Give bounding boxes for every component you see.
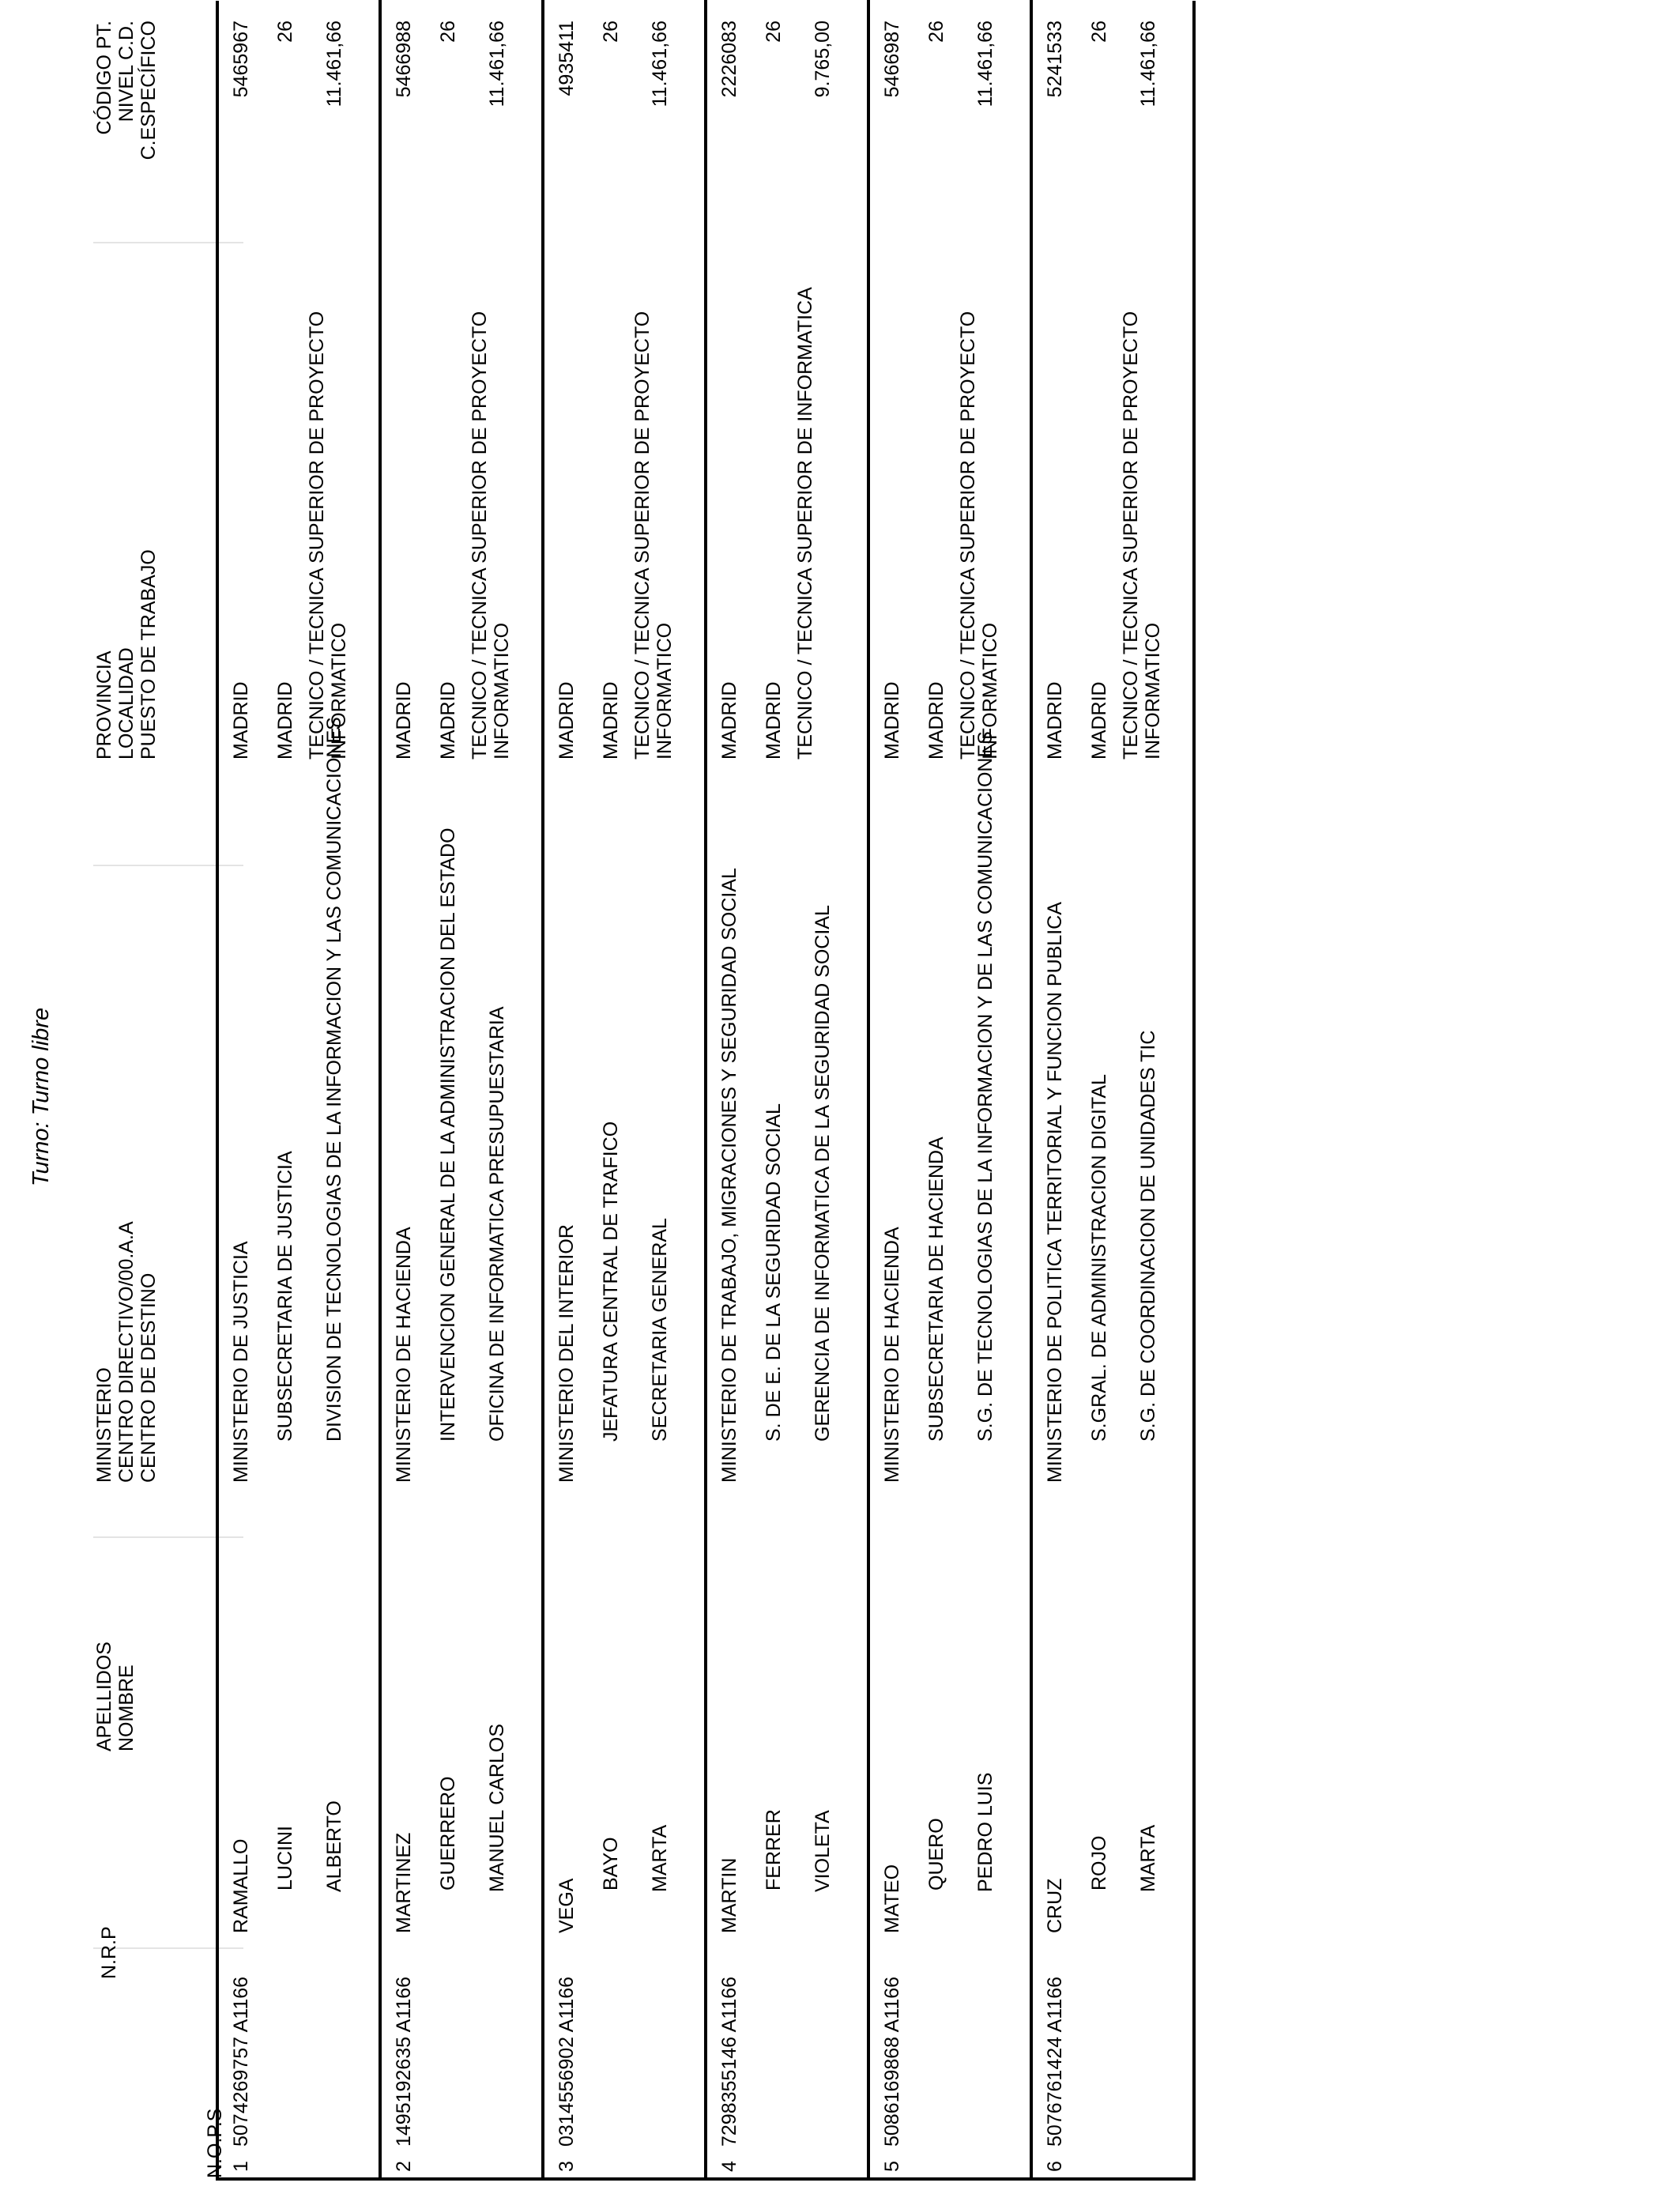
row-nrp: 5086169868 A1166: [881, 1976, 903, 2147]
row-provincia: MADRID: [230, 681, 252, 760]
row-apellido1: RAMALLO: [230, 1838, 252, 1933]
row-nivel: 26: [925, 21, 947, 43]
row-localidad: MADRID: [925, 681, 947, 760]
row-nrp: 5076761424 A1166: [1044, 1976, 1066, 2147]
row-centro-directivo: S. DE E. DE LA SEGURIDAD SOCIAL: [763, 1103, 785, 1442]
row-apellido1: MARTINEZ: [393, 1832, 415, 1933]
row-especifico: 9.765,00: [812, 21, 834, 98]
page-title: [28, 0, 55, 2194]
row-nombre: PEDRO LUIS: [974, 1772, 996, 1892]
row-centro-destino: SECRETARIA GENERAL: [649, 1218, 671, 1442]
row-apellido2: QUERO: [925, 1818, 947, 1891]
row-nrp: 0314556902 A1166: [556, 1976, 578, 2147]
row-apellido1: VEGA: [556, 1878, 578, 1933]
header-provincia-localidad-puesto: PROVINCIA LOCALIDAD PUESTO DE TRABAJO: [93, 549, 160, 760]
row-apellido2: LUCINI: [274, 1826, 296, 1891]
row-centro-directivo: SUBSECRETARIA DE JUSTICIA: [274, 1151, 296, 1442]
row-apellido2: ROJO: [1088, 1835, 1110, 1891]
row-nombre: ALBERTO: [323, 1800, 345, 1892]
row-especifico: 11.461,66: [1137, 21, 1159, 107]
row-apellido2: GUERRERO: [437, 1776, 459, 1891]
row-nops: 3: [556, 2161, 578, 2172]
row-localidad: MADRID: [1088, 681, 1110, 760]
row-localidad: MADRID: [437, 681, 459, 760]
row-centro-directivo: INTERVENCION GENERAL DE LA ADMINISTRACION DEL ESTADO: [437, 827, 459, 1442]
row-provincia: MADRID: [393, 681, 415, 760]
row-codigo: 5466987: [881, 21, 903, 98]
row-nombre: MANUEL CARLOS: [486, 1723, 508, 1892]
row-apellido1: MARTIN: [718, 1857, 740, 1933]
row-nivel: 26: [274, 21, 296, 43]
row-especifico: 11.461,66: [323, 21, 345, 107]
row-separator: [867, 0, 870, 2181]
row-centro-directivo: JEFATURA CENTRAL DE TRAFICO: [600, 1121, 622, 1442]
row-puesto: TECNICO / TECNICA SUPERIOR DE PROYECTO INFORMATICO: [469, 311, 513, 760]
row-especifico: 11.461,66: [649, 21, 671, 107]
row-codigo: 2226083: [718, 21, 740, 98]
header-codigo-nivel-especifico: CÓDIGO PT. NIVEL C.D. C.ESPECÍFICO: [93, 21, 160, 160]
row-codigo: 5466988: [393, 21, 415, 98]
row-especifico: 11.461,66: [974, 21, 996, 107]
row-puesto: TECNICO / TECNICA SUPERIOR DE PROYECTO INFORMATICO: [1120, 311, 1164, 760]
row-ministerio: MINISTERIO DE JUSTICIA: [230, 1241, 252, 1483]
row-localidad: MADRID: [274, 681, 296, 760]
row-codigo: 4935411: [556, 21, 578, 96]
row-puesto: TECNICO / TECNICA SUPERIOR DE PROYECTO INFORMATICO: [631, 311, 676, 760]
row-nops: 4: [718, 2161, 740, 2172]
row-apellido1: MATEO: [881, 1864, 903, 1933]
row-provincia: MADRID: [1044, 681, 1066, 760]
row-nops: 6: [1044, 2161, 1066, 2172]
row-nrp: 5074269757 A1166: [230, 1976, 252, 2147]
row-provincia: MADRID: [718, 681, 740, 760]
header-nops: N.O.P.S: [204, 2108, 226, 2178]
row-ministerio: MINISTERIO DEL INTERIOR: [556, 1224, 578, 1483]
header-apellidos-nombre: APELLIDOS NOMBRE: [93, 1642, 137, 1751]
row-codigo: 5465967: [230, 21, 252, 98]
row-centro-destino: GERENCIA DE INFORMATICA DE LA SEGURIDAD SOCIAL: [812, 905, 834, 1442]
row-nivel: 26: [600, 21, 622, 43]
row-especifico: 11.461,66: [486, 21, 508, 107]
row-centro-directivo: SUBSECRETARIA DE HACIENDA: [925, 1137, 947, 1442]
row-puesto: TECNICO / TECNICA SUPERIOR DE PROYECTO INFORMATICO: [306, 311, 350, 760]
row-nivel: 26: [1088, 21, 1110, 43]
row-centro-destino: DIVISION DE TECNOLOGIAS DE LA INFORMACION Y LAS COMUNICACIONES: [323, 717, 345, 1442]
row-puesto: TECNICO / TECNICA SUPERIOR DE INFORMATICA: [794, 287, 816, 760]
row-nops: 2: [393, 2161, 415, 2172]
header-nrp: N.R.P: [98, 1926, 120, 1979]
title-prefix: Turno: [28, 1128, 54, 1187]
row-apellido1: CRUZ: [1044, 1878, 1066, 1933]
row-nops: 1: [230, 2161, 252, 2172]
row-nrp: 1495192635 A1166: [393, 1976, 415, 2147]
row-localidad: MADRID: [600, 681, 622, 760]
row-centro-destino: S.G. DE TECNOLOGIAS DE LA INFORMACION Y DE LAS COMUNICACIONES: [974, 731, 996, 1442]
header-ministerio-centros: MINISTERIO CENTRO DIRECTIVO/00.A.A CENTRO DE DESTINO: [93, 1221, 160, 1483]
row-nops: 5: [881, 2161, 903, 2172]
row-ministerio: MINISTERIO DE HACIENDA: [881, 1227, 903, 1483]
row-ministerio: MINISTERIO DE TRABAJO, MIGRACIONES Y SEGURIDAD SOCIAL: [718, 868, 740, 1483]
row-nombre: MARTA: [1137, 1824, 1159, 1892]
row-puesto: TECNICO / TECNICA SUPERIOR DE PROYECTO INFORMATICO: [957, 311, 1001, 760]
row-ministerio: MINISTERIO DE HACIENDA: [393, 1227, 415, 1483]
row-nivel: 26: [763, 21, 785, 43]
row-centro-destino: OFICINA DE INFORMATICA PRESUPUESTARIA: [486, 1006, 508, 1442]
row-codigo: 5241533: [1044, 21, 1066, 98]
row-separator: [1030, 0, 1033, 2181]
row-apellido2: FERRER: [763, 1809, 785, 1891]
row-separator: [704, 0, 707, 2181]
row-separator: [379, 0, 382, 2181]
row-separator: [541, 0, 544, 2181]
row-nrp: 7298355146 A1166: [718, 1976, 740, 2147]
row-apellido2: BAYO: [600, 1837, 622, 1891]
row-nombre: VIOLETA: [812, 1810, 834, 1892]
row-provincia: MADRID: [881, 681, 903, 760]
row-provincia: MADRID: [556, 681, 578, 760]
row-nivel: 26: [437, 21, 459, 43]
row-ministerio: MINISTERIO DE POLITICA TERRITORIAL Y FUNCION PUBLICA: [1044, 902, 1066, 1483]
row-localidad: MADRID: [763, 681, 785, 760]
title-value: : Turno libre: [28, 1007, 54, 1129]
row-nombre: MARTA: [649, 1824, 671, 1892]
row-centro-directivo: S.GRAL. DE ADMINISTRACION DIGITAL: [1088, 1074, 1110, 1442]
row-centro-destino: S.G. DE COORDINACION DE UNIDADES TIC: [1137, 1030, 1159, 1442]
